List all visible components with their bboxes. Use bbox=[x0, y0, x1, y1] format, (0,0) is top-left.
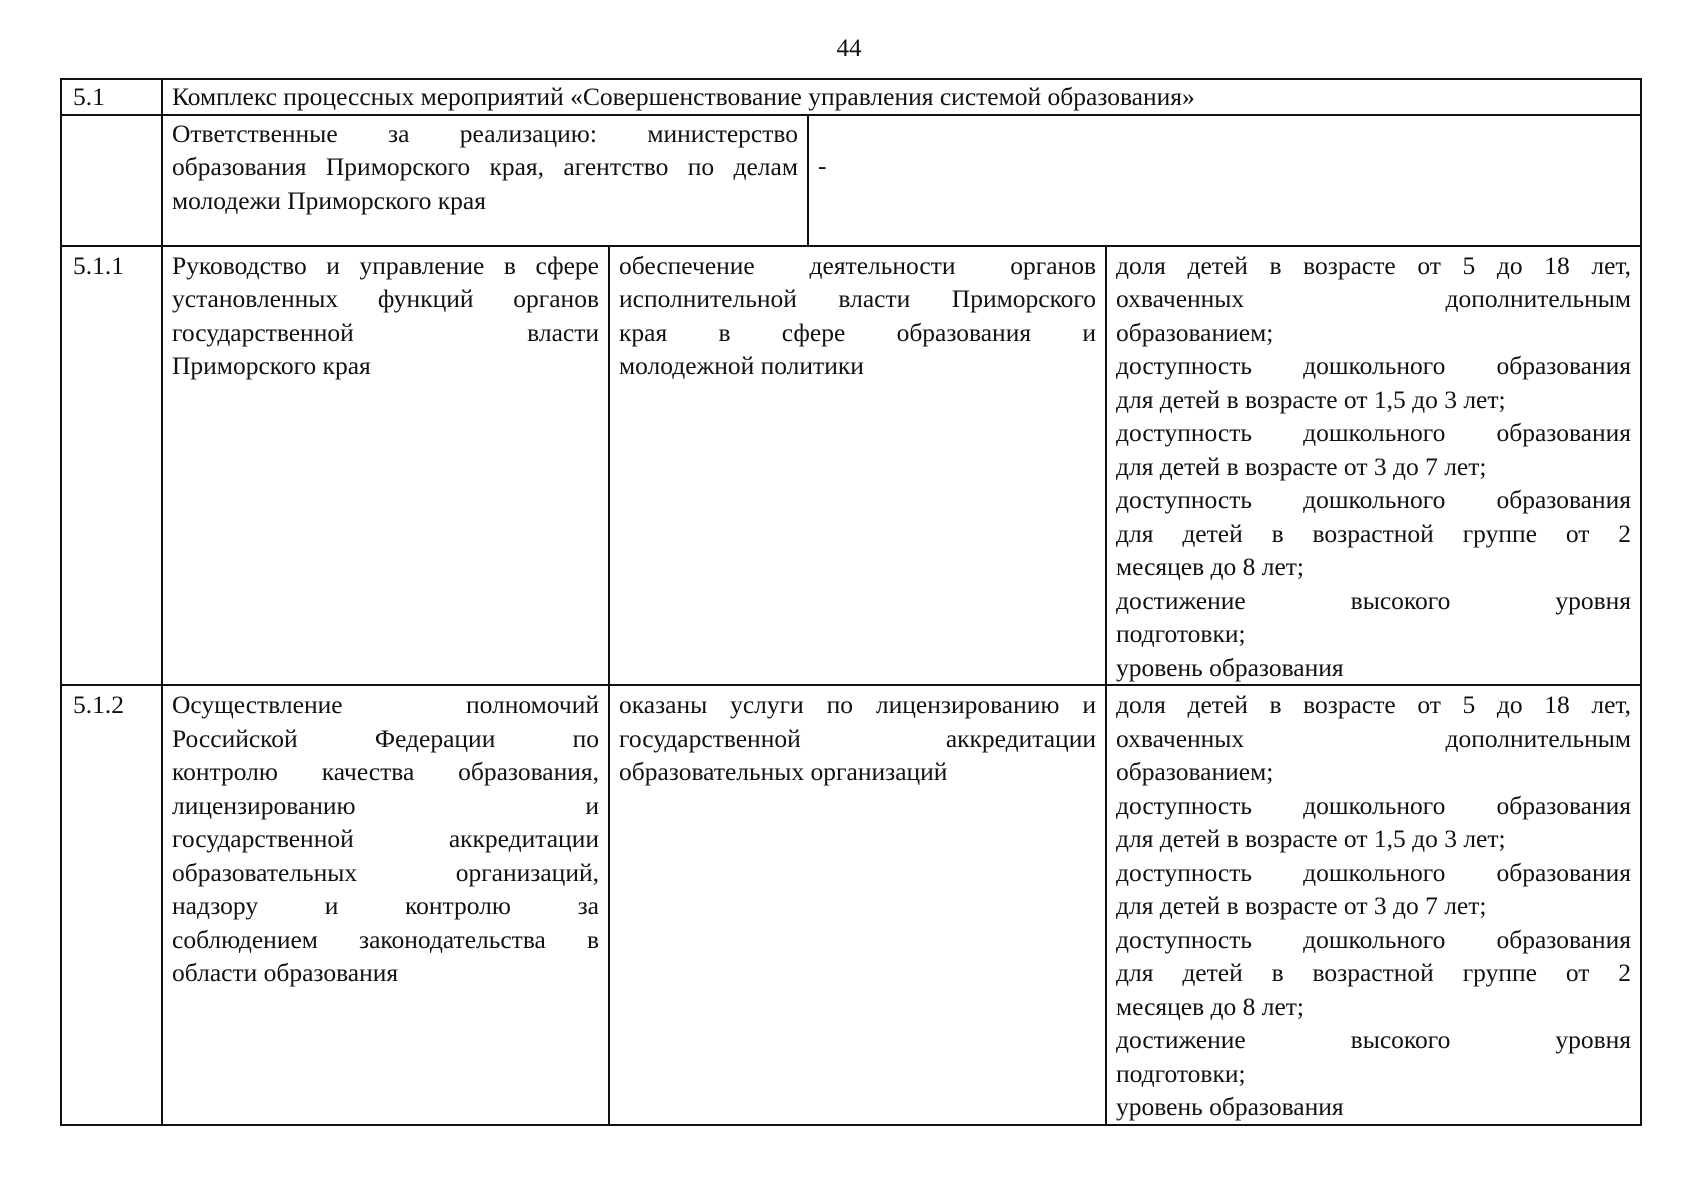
result-line: исполнительной власти Приморского bbox=[619, 284, 1096, 313]
indicator-line: образованием; bbox=[1116, 757, 1274, 786]
task-cell bbox=[162, 246, 609, 686]
indicator-line: месяцев до 8 лет; bbox=[1116, 991, 1305, 1021]
indicator-line: доступность дошкольного образования bbox=[1116, 418, 1632, 447]
indicator-line: для детей в возрасте от 3 до 7 лет; bbox=[1116, 891, 1487, 920]
indicator-item bbox=[1116, 349, 1631, 416]
task-line: лицензированию и bbox=[172, 790, 599, 820]
indicator-line: для детей в возрасте от 3 до 7 лет; bbox=[1116, 451, 1487, 481]
indicator-line: для детей в возрастной группе от 2 bbox=[1116, 958, 1632, 987]
indicator-line: охваченных дополнительным bbox=[1116, 284, 1632, 313]
indicator-item bbox=[1116, 249, 1631, 350]
responsible-line: молодежи Приморского края bbox=[172, 185, 486, 215]
indicator-item bbox=[1116, 416, 1631, 483]
responsible-empty-cell bbox=[61, 115, 162, 246]
indicator-line: достижение высокого уровня bbox=[1116, 1025, 1632, 1054]
indicator-line: месяцев до 8 лет; bbox=[1116, 552, 1305, 581]
responsible-row bbox=[61, 115, 1641, 246]
result-cell bbox=[609, 246, 1106, 686]
responsible-line: Ответственные за реализацию: министерство bbox=[172, 118, 798, 148]
indicator-item bbox=[1116, 1023, 1631, 1090]
indicator-item bbox=[1116, 923, 1631, 1024]
indicator-item bbox=[1116, 1090, 1631, 1124]
task-line: контролю качества образования, bbox=[172, 757, 599, 786]
item-number: 5.1.1 bbox=[61, 246, 162, 686]
indicator-line: подготовки; bbox=[1116, 619, 1246, 648]
indicator-item bbox=[1116, 856, 1631, 923]
indicator-line: доступность дошкольного образования bbox=[1116, 790, 1632, 820]
result-line: молодежной политики bbox=[619, 351, 864, 380]
task-line: надзору и контролю за bbox=[172, 891, 599, 920]
indicator-item bbox=[1116, 584, 1631, 651]
task-line: Российской Федерации по bbox=[172, 723, 599, 753]
indicators-cell bbox=[1106, 246, 1641, 686]
task-line: соблюдением законодательства в bbox=[172, 924, 599, 954]
indicator-item bbox=[1116, 651, 1631, 685]
indicator-line: доступность дошкольного образования bbox=[1116, 924, 1632, 954]
result-line: образовательных организаций bbox=[619, 757, 948, 786]
section-header-row bbox=[61, 79, 1641, 115]
task-line: государственной власти bbox=[172, 317, 599, 347]
indicator-line: доступность дошкольного образования bbox=[1116, 485, 1632, 514]
indicator-line: доля детей в возрасте от 5 до 18 лет, bbox=[1116, 250, 1632, 280]
result-line: обеспечение деятельности органов bbox=[619, 250, 1096, 280]
indicator-line: достижение высокого уровня bbox=[1116, 585, 1632, 615]
result-line: оказаны услуги по лицензированию и bbox=[619, 690, 1096, 719]
indicator-line: подготовки; bbox=[1116, 1058, 1246, 1088]
responsible-line: образования Приморского края, агентство по делам bbox=[172, 152, 798, 181]
table-row bbox=[61, 246, 1641, 686]
indicator-line: доступность дошкольного образования bbox=[1116, 351, 1632, 380]
indicators-cell bbox=[1106, 685, 1641, 1125]
section-number: 5.1 bbox=[61, 79, 162, 115]
task-line: Приморского края bbox=[172, 351, 371, 380]
task-line: образовательных организаций, bbox=[172, 857, 599, 887]
section-title: Комплекс процессных мероприятий «Совершенствование управления системой образования» bbox=[162, 79, 1641, 115]
indicator-line: уровень образования bbox=[1116, 1092, 1344, 1121]
responsible-cell bbox=[162, 115, 808, 246]
indicator-item bbox=[1116, 483, 1631, 584]
task-line: Руководство и управление в сфере bbox=[172, 250, 599, 280]
indicator-line: доля детей в возрасте от 5 до 18 лет, bbox=[1116, 690, 1632, 719]
item-number: 5.1.2 bbox=[61, 685, 162, 1125]
table-row bbox=[61, 685, 1641, 1125]
page-number: 44 bbox=[836, 35, 862, 62]
indicator-line: образованием; bbox=[1116, 317, 1274, 347]
task-line: государственной аккредитации bbox=[172, 824, 599, 853]
responsible-value: - bbox=[808, 115, 1641, 246]
result-cell bbox=[609, 685, 1106, 1125]
indicator-item bbox=[1116, 789, 1631, 856]
indicator-item bbox=[1116, 688, 1631, 789]
indicator-line: для детей в возрасте от 1,5 до 3 лет; bbox=[1116, 824, 1506, 853]
task-line: Осуществление полномочий bbox=[172, 690, 599, 719]
task-line: области образования bbox=[172, 958, 399, 987]
indicator-line: доступность дошкольного образования bbox=[1116, 857, 1632, 887]
task-cell bbox=[162, 685, 609, 1125]
measures-table bbox=[60, 78, 1642, 1126]
indicator-line: охваченных дополнительным bbox=[1116, 723, 1632, 753]
result-line: края в сфере образования и bbox=[619, 317, 1096, 347]
result-line: государственной аккредитации bbox=[619, 723, 1096, 753]
indicator-line: для детей в возрасте от 1,5 до 3 лет; bbox=[1116, 384, 1506, 414]
indicator-line: для детей в возрастной группе от 2 bbox=[1116, 518, 1632, 548]
task-line: установленных функций органов bbox=[172, 284, 599, 313]
indicator-line: уровень образования bbox=[1116, 652, 1344, 682]
